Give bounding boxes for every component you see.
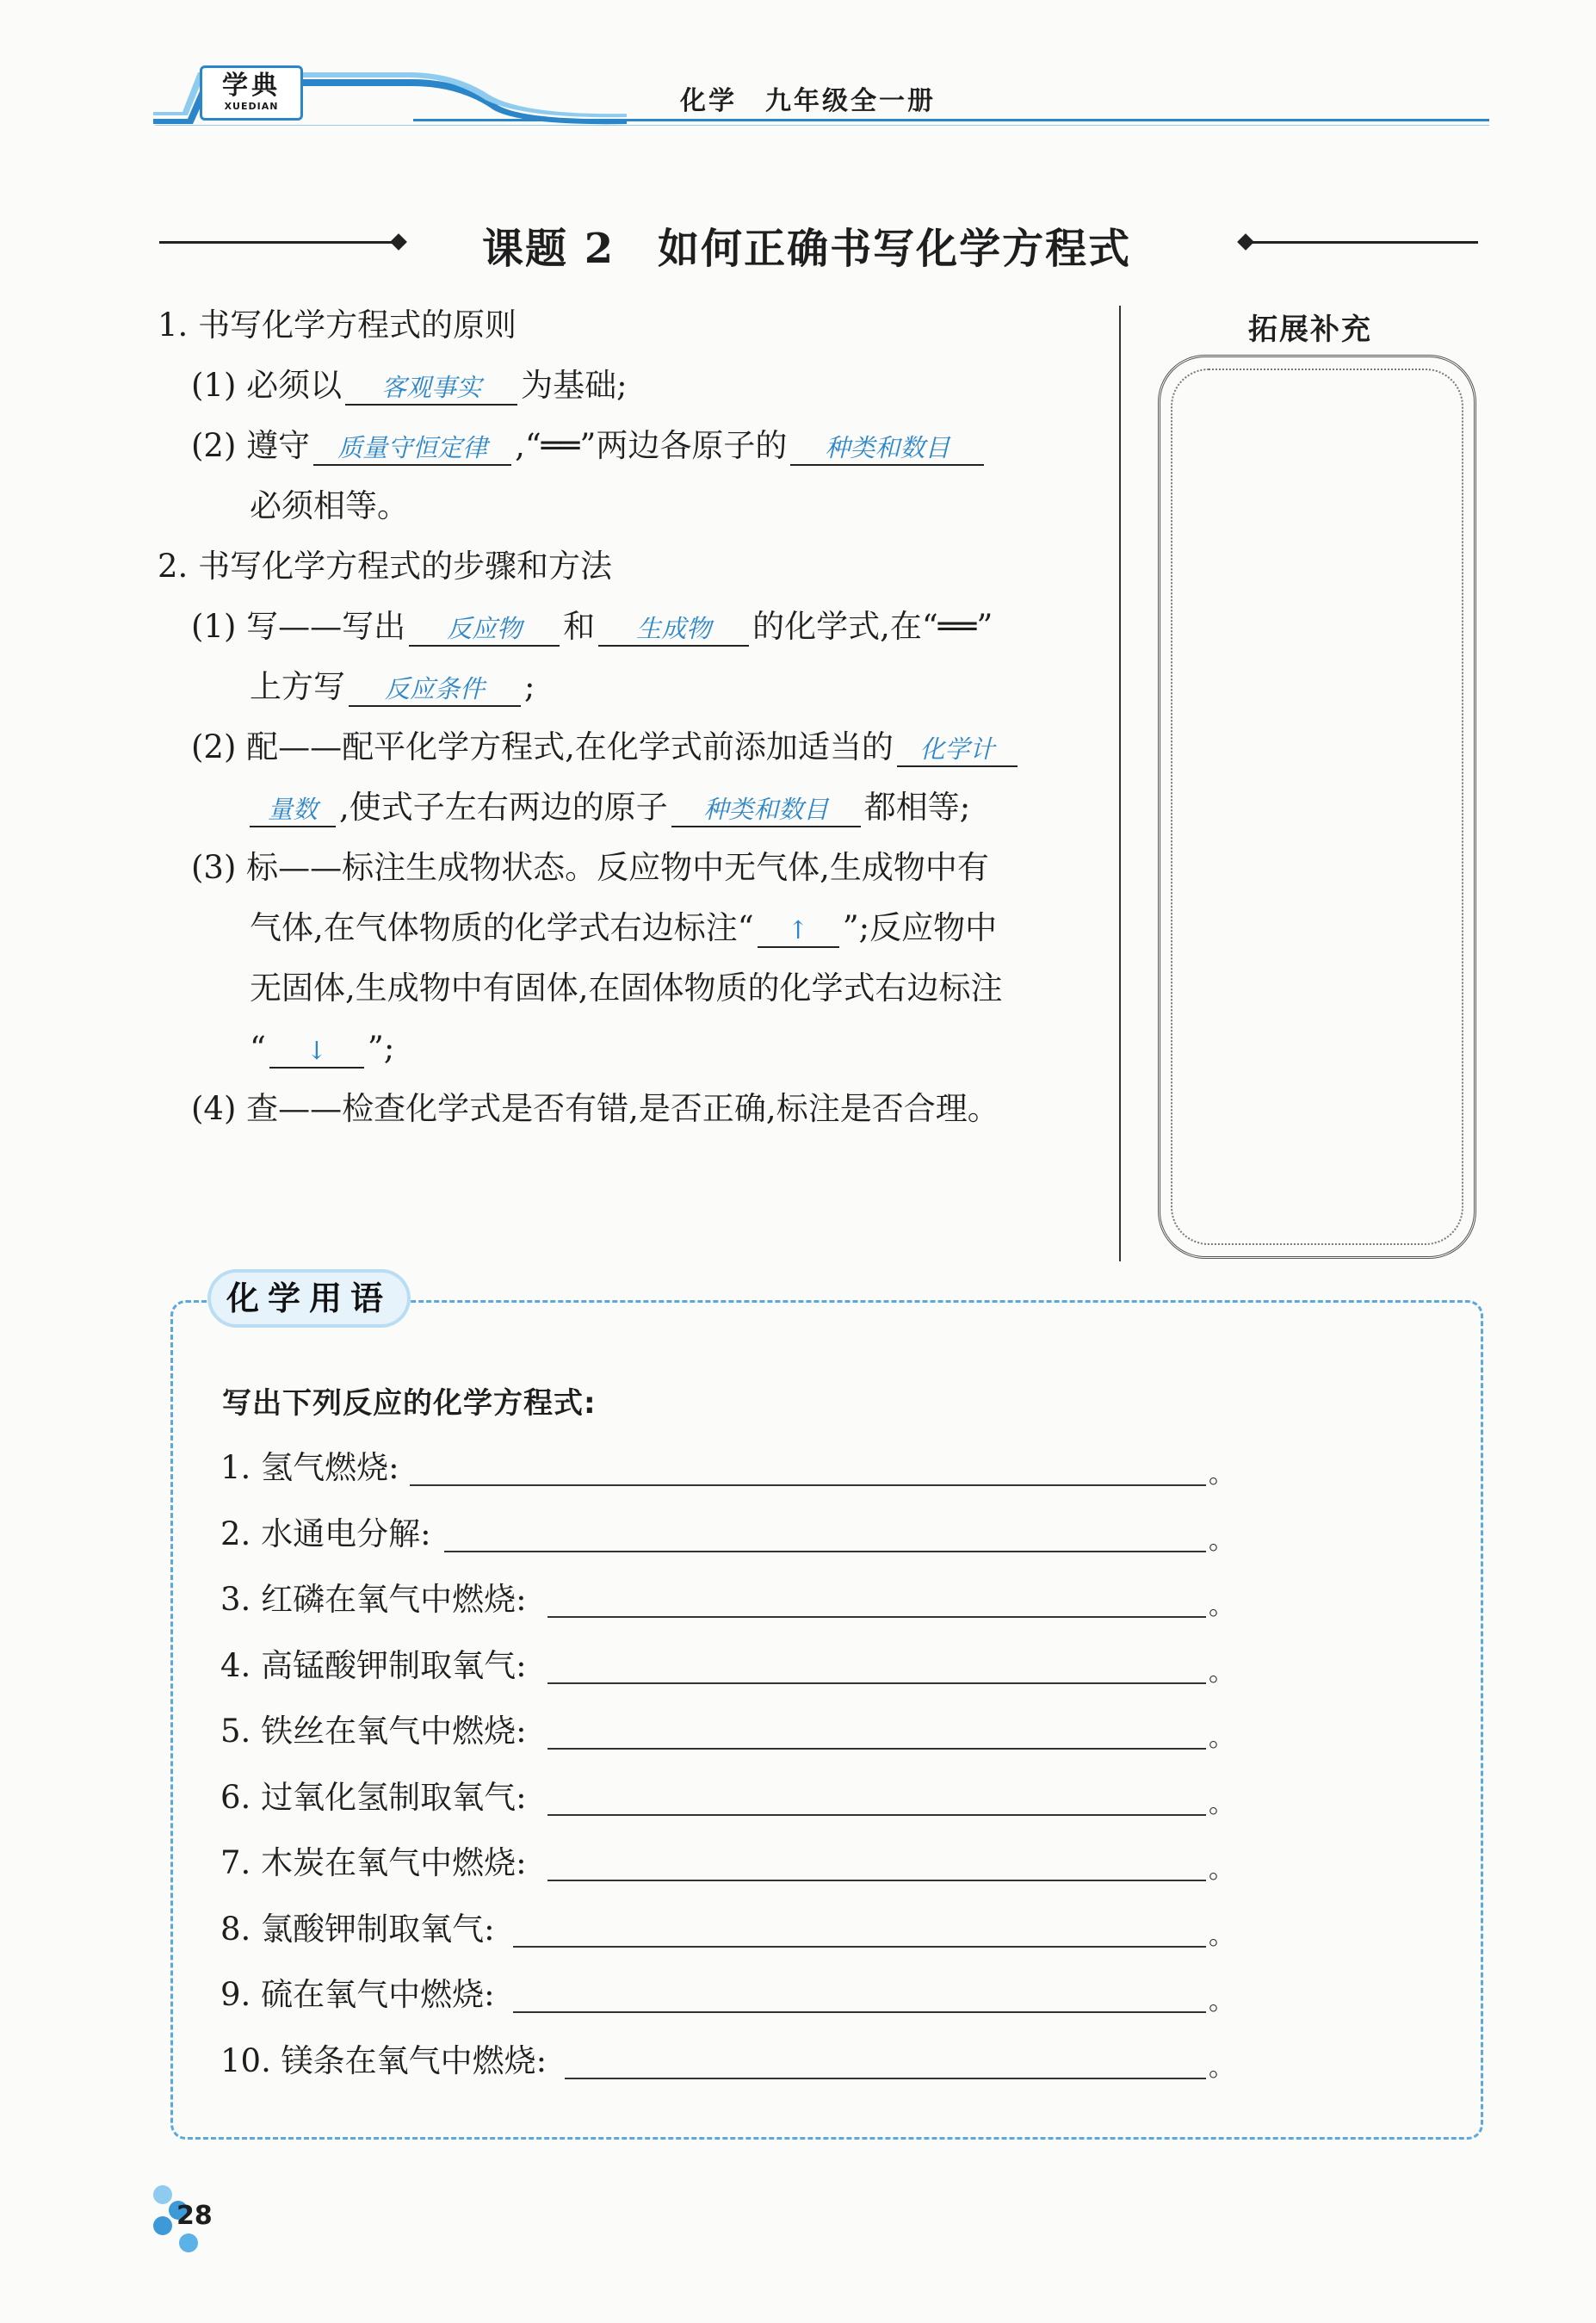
brand-logo (200, 65, 303, 121)
principle-2: (2) 遵守 质量守恒定律 ,“══”两边各原子的 种类和数目 (191, 427, 987, 466)
period-mark: 。 (1209, 1591, 1234, 1621)
brand-subtitle: XUEDIAN (224, 101, 279, 112)
heading-steps: 2. 书写化学方程式的步骤和方法 (158, 548, 613, 585)
chemical-terms-intro: 写出下列反应的化学方程式: (222, 1386, 597, 1421)
equation-row (220, 1513, 1234, 1556)
step-3-line-4: “ ↓ ”; (250, 1030, 395, 1067)
equation-row (220, 2040, 1234, 2083)
answer-blank: 质量守恒定律 (313, 431, 511, 466)
equation-label: 7. 木炭在氧气中燃烧: (220, 1844, 527, 1881)
equation-label: 1. 氢气燃烧: (220, 1449, 399, 1486)
header-rule-thin (155, 125, 1489, 126)
equation-label: 3. 红磷在氧气中燃烧: (220, 1581, 527, 1618)
equation-label: 10. 镁条在氧气中燃烧: (220, 2042, 547, 2079)
equation-label: 4. 高锰酸钾制取氧气: (220, 1647, 527, 1684)
period-mark: 。 (1209, 1526, 1234, 1556)
answer-line[interactable] (513, 2011, 1206, 2013)
principle-1: (1) 必须以 客观事实 为基础; (191, 367, 628, 404)
period-mark: 。 (1209, 1459, 1234, 1490)
equation-label: 5. 铁丝在氧气中燃烧: (220, 1713, 527, 1750)
step-3-line-3: 无固体,生成物中有固体,在固体物质的化学式右边标注 (250, 969, 1003, 1007)
period-mark: 。 (1209, 1723, 1234, 1753)
answer-blank: 种类和数目 (790, 431, 984, 466)
equation-row (220, 1578, 1234, 1621)
title-diamond-left (390, 233, 407, 251)
equation-row (220, 1645, 1234, 1688)
equation-row (220, 1973, 1234, 2016)
period-mark: 。 (1209, 1921, 1234, 1951)
step-3-line-2: 气体,在气体物质的化学式右边标注“ ↑ ”;反应物中 (250, 909, 998, 946)
answer-blank: 量数 (250, 793, 336, 827)
answer-line[interactable] (547, 1748, 1206, 1750)
step-1-cont: 上方写 反应条件 ; (250, 668, 535, 705)
principle-2-cont: 必须相等。 (250, 487, 409, 524)
answer-line[interactable] (547, 1682, 1206, 1684)
equation-row (220, 1842, 1234, 1885)
answer-line[interactable] (547, 1814, 1206, 1816)
equation-row (220, 1710, 1234, 1753)
notes-frame-inner (1171, 369, 1463, 1245)
answer-blank: ↓ (269, 1034, 364, 1069)
page-dot-decoration (179, 2233, 198, 2252)
equation-row (220, 1908, 1234, 1951)
column-divider (1119, 306, 1121, 1261)
answer-line[interactable] (565, 2078, 1206, 2079)
step-2-cont: 量数 ,使式子左右两边的原子 种类和数目 都相等; (250, 789, 970, 827)
title-rule-right (1250, 241, 1478, 244)
answer-line[interactable] (444, 1551, 1206, 1552)
answer-blank: 种类和数目 (671, 793, 861, 827)
answer-line[interactable] (547, 1616, 1206, 1618)
brand-name: 学典 (222, 71, 281, 101)
page-dot-decoration (153, 2216, 172, 2235)
aside-title: 拓展补充 (1248, 313, 1372, 347)
chemical-terms-tag: 化学用语 (211, 1273, 407, 1324)
period-mark: 。 (1209, 1657, 1234, 1688)
answer-blank: ↑ (758, 914, 839, 948)
answer-line[interactable] (513, 1946, 1206, 1948)
step-2: (2) 配——配平化学方程式,在化学式前添加适当的 化学计 (191, 728, 1021, 767)
answer-blank: 生成物 (598, 612, 749, 647)
book-title: 化学 九年级全一册 (680, 86, 936, 116)
title-rule-left (159, 241, 396, 244)
equation-label: 9. 硫在氧气中燃烧: (220, 1976, 495, 2013)
period-mark: 。 (1209, 2053, 1234, 2083)
period-mark: 。 (1209, 1789, 1234, 1819)
period-mark: 。 (1209, 1855, 1234, 1885)
equation-label: 2. 水通电分解: (220, 1515, 431, 1552)
answer-blank: 反应物 (409, 612, 560, 647)
answer-blank: 反应条件 (349, 672, 521, 707)
equation-row (220, 1776, 1234, 1819)
header-rule (413, 119, 1489, 121)
page-dot-decoration (153, 2185, 172, 2204)
answer-blank: 化学计 (897, 733, 1018, 767)
step-4: (4) 查——检查化学式是否有错,是否正确,标注是否合理。 (191, 1090, 999, 1127)
section-title: 课题 2 如何正确书写化学方程式 (482, 225, 1132, 273)
equation-label: 8. 氯酸钾制取氧气: (220, 1911, 495, 1948)
period-mark: 。 (1209, 1986, 1234, 2016)
answer-line[interactable] (547, 1880, 1206, 1881)
step-1: (1) 写——写出 反应物 和 生成物 的化学式,在“══” (191, 608, 993, 645)
heading-principles: 1. 书写化学方程式的原则 (158, 307, 517, 344)
step-3-line-1: (3) 标——标注生成物状态。反应物中无气体,生成物中有 (191, 849, 989, 886)
page-number: 28 (176, 2201, 213, 2231)
answer-line[interactable] (410, 1484, 1206, 1486)
equation-row (220, 1446, 1234, 1490)
answer-blank: 客观事实 (345, 371, 517, 406)
equation-label: 6. 过氧化氢制取氧气: (220, 1779, 527, 1816)
